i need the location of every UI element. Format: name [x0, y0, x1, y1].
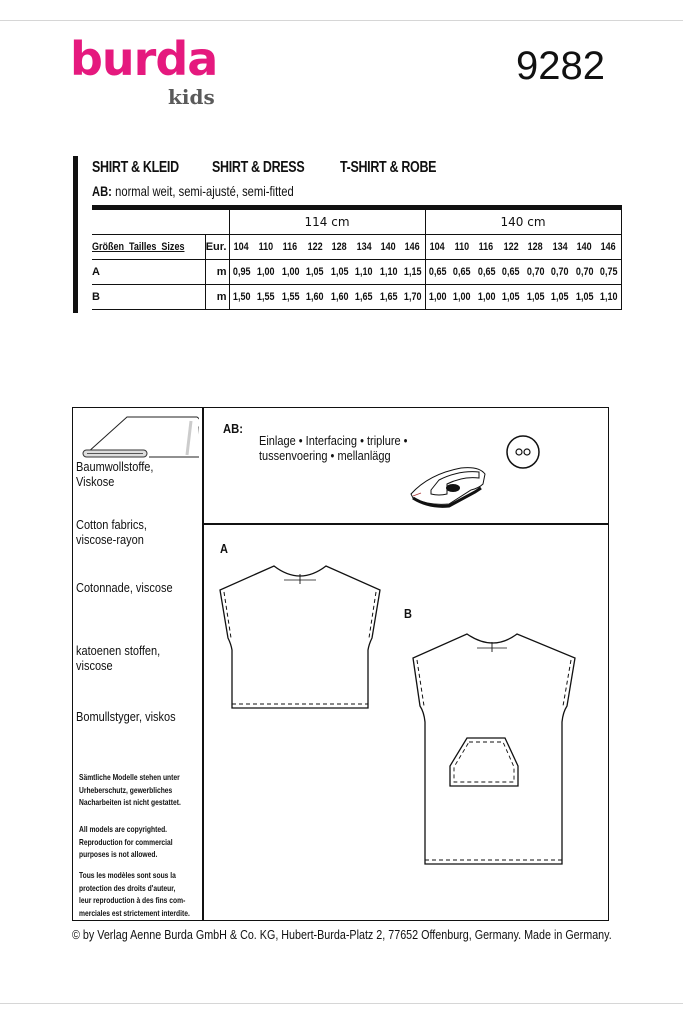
fabric-requirements-table [92, 205, 622, 310]
yardage-cell: 0,65 [477, 266, 496, 278]
size-cell: 128 [331, 241, 347, 253]
table-row-view-a [92, 260, 621, 285]
size-cell: 146 [404, 241, 421, 253]
pattern-title [92, 158, 612, 178]
fabric-width-row [92, 208, 621, 235]
yardage-cell: 0,95 [232, 266, 251, 278]
size-cell: 134 [552, 241, 568, 253]
yardage-cell: 1,05 [526, 291, 545, 303]
logo-kids-text: kids [168, 85, 215, 109]
yardage-cell: 1,65 [379, 291, 398, 303]
yardage-cell: 1,00 [281, 266, 300, 278]
title-en: SHIRT & DRESS [212, 159, 305, 176]
yardage-cell: 1,60 [305, 291, 324, 303]
width-header-114: 114 cm [229, 208, 425, 235]
sizes-label: Größen Tailles Sizes [92, 241, 185, 253]
panel-row-divider [202, 523, 609, 525]
unit-cell: m [205, 285, 229, 310]
sizes-header-row [92, 235, 621, 260]
interfacing-text: Einlage • Interfacing • triplure • tussenvoering • mellanlägg [259, 434, 408, 463]
width-header-140: 140 cm [425, 208, 621, 235]
materials-and-views-panel [72, 407, 609, 921]
table-row-view-b [92, 285, 621, 310]
yardage-cell: 0,70 [550, 266, 569, 278]
yardage-cell: 1,60 [330, 291, 349, 303]
page-top-edge [0, 20, 683, 21]
yardage-cell: 1,00 [452, 291, 471, 303]
fabric-en: Cotton fabrics, viscose-rayon [76, 518, 147, 547]
yardage-cell: 1,00 [256, 266, 275, 278]
fit-text: normal weit, semi-ajusté, semi-fitted [115, 183, 294, 199]
yardage-cell: 0,75 [599, 266, 618, 278]
yardage-cell: 1,05 [330, 266, 349, 278]
size-cell: 134 [356, 241, 372, 253]
yardage-cell: 1,50 [232, 291, 251, 303]
size-cell: 128 [527, 241, 543, 253]
view-b-dress-drawing [403, 626, 593, 891]
yardage-cell: 1,05 [550, 291, 569, 303]
eur-label: Eur. [205, 241, 227, 253]
button-icon [504, 433, 542, 471]
yardage-cell: 1,15 [403, 266, 422, 278]
yardage-cell: 1,10 [354, 266, 373, 278]
yardage-cell: 1,05 [305, 266, 324, 278]
view-b-heading: B [404, 607, 412, 621]
fit-description [92, 182, 294, 200]
yardage-cell: 0,65 [501, 266, 520, 278]
logo-burda-text: burda [70, 32, 218, 86]
yardage-cell: 0,65 [428, 266, 447, 278]
size-cell: 116 [282, 241, 298, 253]
fabric-bolt-icon [79, 415, 199, 459]
yardage-cell: 1,70 [403, 291, 422, 303]
yardage-cell: 1,05 [501, 291, 520, 303]
yardage-cell: 1,05 [575, 291, 594, 303]
size-cell: 146 [600, 241, 617, 253]
size-cell: 140 [380, 241, 396, 253]
size-cell: 110 [258, 241, 274, 253]
size-cell: 122 [307, 241, 323, 253]
yardage-cell: 1,65 [354, 291, 373, 303]
view-a-label: A [92, 260, 205, 285]
iron-icon [409, 460, 491, 512]
yardage-cell: 1,10 [379, 266, 398, 278]
burda-kids-logo [70, 32, 240, 112]
yardage-cell: 1,00 [477, 291, 496, 303]
size-cell: 140 [576, 241, 592, 253]
size-cell: 104 [233, 241, 250, 253]
unit-cell: m [205, 260, 229, 285]
size-cell: 122 [503, 241, 519, 253]
title-fr: T-SHIRT & ROBE [340, 159, 437, 176]
view-b-label: B [92, 285, 205, 310]
pattern-number: 9282 [516, 44, 605, 88]
copyright-notice-fr: Tous les modèles sont sous la protection des droits d'auteur, leur reproduction à des fins com- merciales est strictement interdite. [79, 871, 190, 918]
copyright-notice-en: All models are copyrighted. Reproduction for commercial purposes is not allowed. [79, 825, 173, 859]
yardage-cell: 1,55 [281, 291, 300, 303]
view-a-heading: A [220, 542, 228, 556]
yardage-cell: 1,00 [428, 291, 447, 303]
fabric-nl: katoenen stoffen, viscose [76, 644, 161, 673]
title-de: SHIRT & KLEID [92, 159, 179, 176]
copyright-footer: © by Verlag Aenne Burda GmbH & Co. KG, Hubert-Burda-Platz 2, 77652 Offenburg, Germany. Made in Germany. [72, 928, 612, 942]
yardage-cell: 1,10 [599, 291, 618, 303]
panel-column-divider [202, 408, 204, 920]
yardage-cell: 0,70 [526, 266, 545, 278]
fabric-sv: Bomullstyger, viskos [76, 710, 176, 724]
yardage-cell: 0,65 [452, 266, 471, 278]
fabric-de: Baumwollstoffe, Viskose [76, 460, 154, 489]
yardage-cell: 0,70 [575, 266, 594, 278]
size-cell: 110 [454, 241, 470, 253]
yardage-cell: 1,55 [256, 291, 275, 303]
fit-prefix: AB: [92, 183, 112, 199]
notions-label: AB: [223, 422, 243, 436]
size-cell: 116 [478, 241, 494, 253]
copyright-notice-de: Sämtliche Modelle stehen unter Urheberschutz, gewerbliches Nacharbeiten ist nicht gestattet. [79, 773, 181, 807]
page-bottom-edge [0, 1003, 683, 1004]
fabric-fr: Cotonnade, viscose [76, 581, 173, 595]
view-a-shirt-drawing [210, 558, 390, 718]
header-accent-bar [73, 156, 78, 313]
size-cell: 104 [429, 241, 446, 253]
